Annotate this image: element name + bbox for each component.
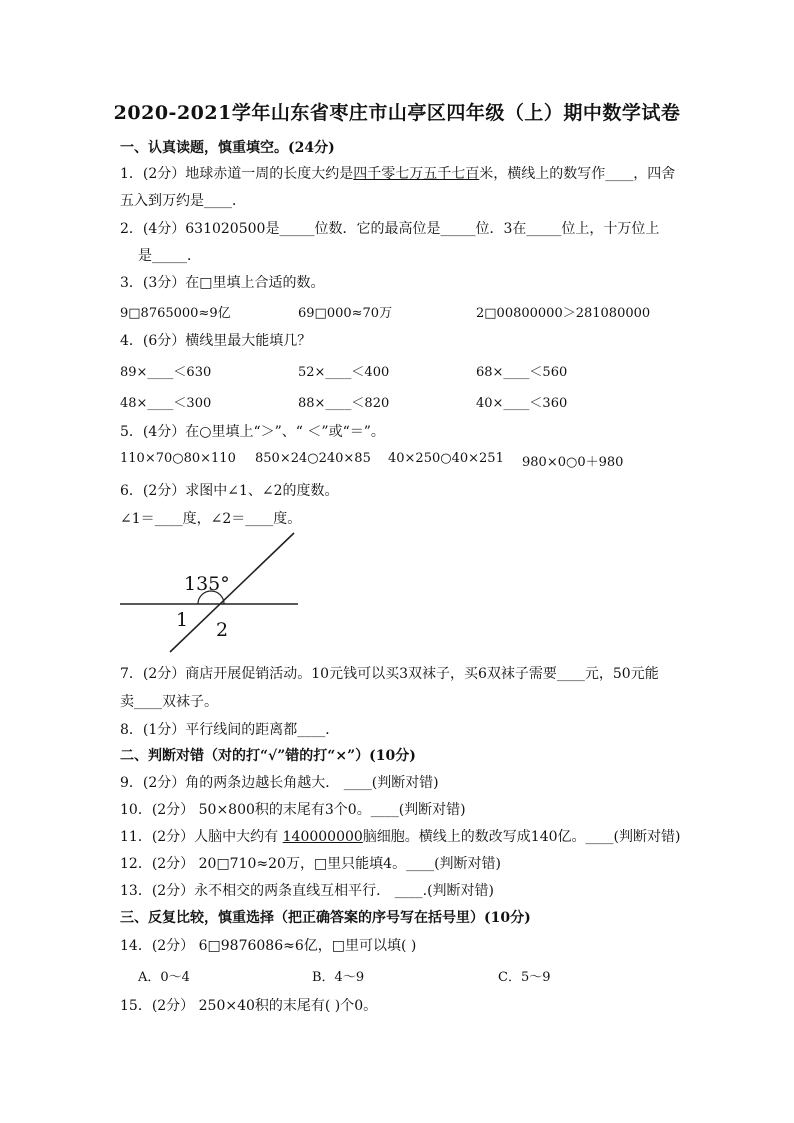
question-6: 6．(2分）求图中∠1、∠2的度数。 [120,483,339,499]
angle-label-135: 135° [184,573,230,595]
question-5: 5．(4分）在○里填上“＞”、“ ＜”或“＝”。 [120,424,385,440]
question-7-line-2: 卖____双袜子。 [120,694,218,710]
question-3-item-1: 9□8765000≈9亿 [120,306,231,321]
question-5-item-1: 110×70○80×110 [120,451,236,466]
question-11-text: 11．(2分）人脑中大约有 [120,829,283,845]
question-11 [120,826,680,846]
question-4-item-5: 88×____＜820 [298,396,390,411]
section-heading-1: 一、认真读题，慎重填空。(24分) [120,140,335,156]
question-7-line-1: 7．(2分）商店开展促销活动。10元钱可以买3双袜子，买6双袜子需要____元，50元能 [120,666,659,682]
section-heading-3: 三、反复比较，慎重选择（把正确答案的序号写在括号里）(10分) [120,910,531,926]
question-1-line-1 [120,163,675,183]
angle-label-2: 2 [216,619,229,641]
question-10: 10．(2分） 50×800积的末尾有3个0。____(判断对错) [120,802,466,818]
question-5-item-4: 980×0○0＋980 [522,455,624,470]
question-4: 4．(6分）横线里最大能填几？ [120,333,312,349]
question-4-item-6: 40×____＜360 [476,396,568,411]
question-1-text: 1．(2分）地球赤道一周的长度大约是 [120,166,354,182]
section-heading-2: 二、判断对错（对的打“√”错的打“×”）(10分) [120,748,416,764]
question-5-item-2: 850×24○240×85 [255,451,371,466]
question-2-line-2: 是_____． [138,248,201,264]
question-14-option-b: B．4～9 [312,970,365,985]
question-8: 8．(1分）平行线间的距离都____． [120,722,340,738]
question-13: 13．(2分）永不相交的两条直线互相平行． ____.(判断对错) [120,883,495,899]
question-15: 15．(2分） 250×40积的末尾有( )个0。 [120,998,378,1014]
question-14: 14．(2分） 6□9876086≈6亿，□里可以填( ) [120,938,417,954]
question-12: 12．(2分） 20□710≈20万，□里只能填4。____(判断对错) [120,856,502,872]
question-5-item-3: 40×250○40×251 [388,451,504,466]
question-4-item-2: 52×____＜400 [298,365,390,380]
question-11-underlined-number: 140000000 [282,829,363,845]
question-1-line-2: 五入到万约是____． [120,193,246,209]
question-14-option-a: A．0～4 [138,970,190,985]
question-2-line-1: 2．(4分）631020500是_____位数．它的最高位是_____位．3在_____位上，十万位上 [120,221,660,237]
question-4-item-1: 89×____＜630 [120,365,212,380]
question-9: 9．(2分）角的两条边越长角越大． ____(判断对错) [120,775,439,791]
question-14-option-c: C．5～9 [498,970,551,985]
question-1-text-end: 米，横线上的数写作____，四舍 [479,166,676,182]
question-1-underlined-number: 四千零七万五千七百 [353,166,480,182]
question-4-item-4: 48×____＜300 [120,396,212,411]
question-3-item-3: 2□00800000＞281080000 [476,306,651,321]
angle-figure [118,528,308,657]
angle-diagram [118,528,308,653]
question-6-answer-line: ∠1＝____度，∠2＝____度。 [120,511,302,527]
page-title: 2020-2021学年山东省枣庄市山亭区四年级（上）期中数学试卷 [113,102,681,124]
question-11-text-end: 脑细胞。横线上的数改写成140亿。____(判断对错) [362,829,681,845]
question-4-item-3: 68×____＜560 [476,365,568,380]
question-3: 3．(3分）在□里填上合适的数。 [120,275,325,291]
angle-label-1: 1 [176,609,189,631]
question-3-item-2: 69□000≈70万 [298,306,393,321]
